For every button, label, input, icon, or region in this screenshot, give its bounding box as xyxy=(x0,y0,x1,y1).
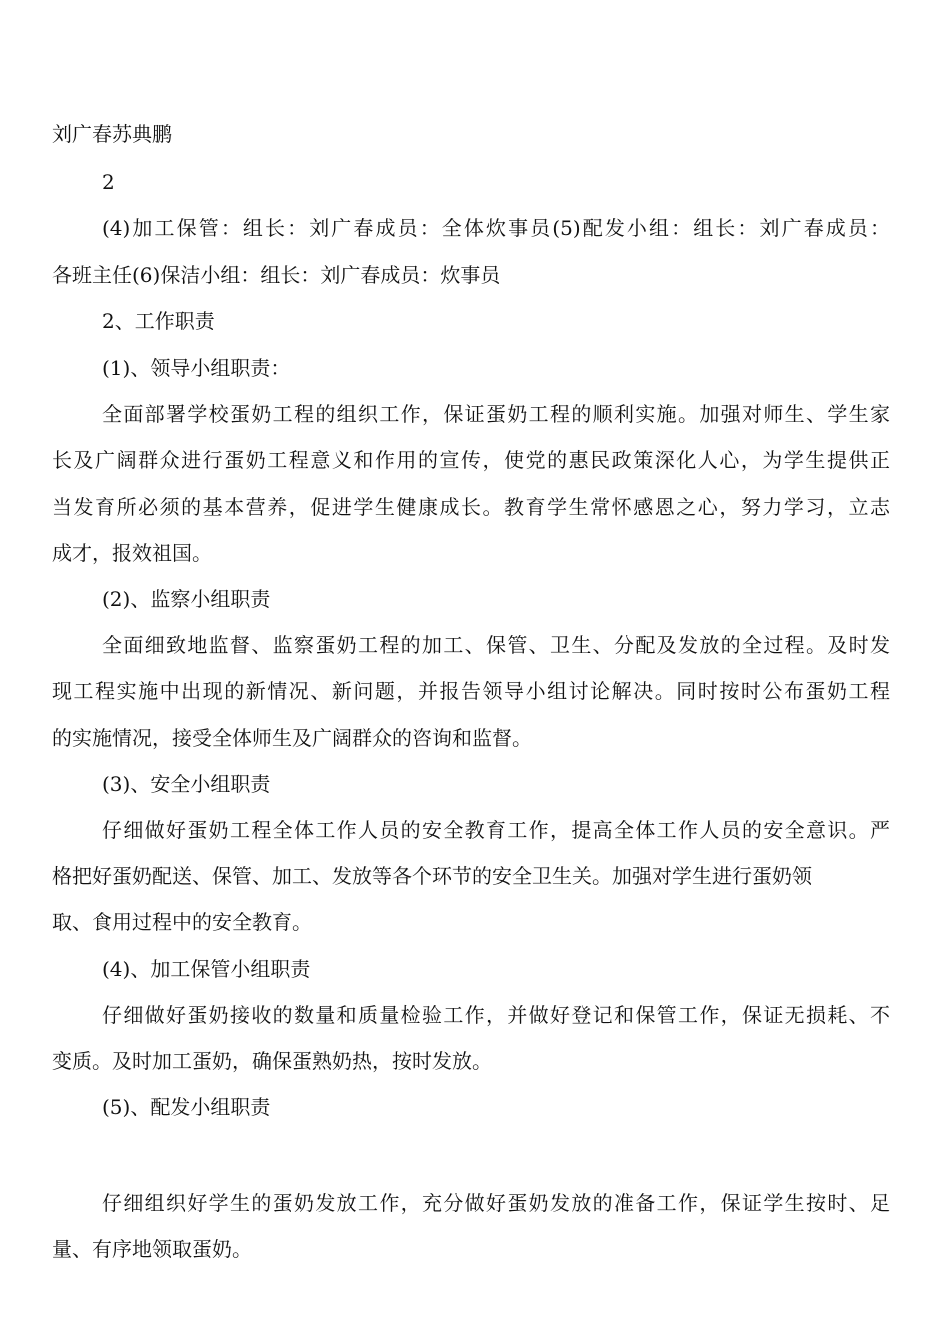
paragraph-line: 仔细组织好学生的蛋奶发放工作，充分做好蛋奶发放的准备工作，保证学生按时、足 xyxy=(102,1191,890,1215)
paragraph-line: 的实施情况，接受全体师生及广阔群众的咨询和监督。 xyxy=(52,726,532,750)
paragraph-line: 成才，报效祖国。 xyxy=(52,541,212,565)
member-names-line: 刘广春苏典鹏 xyxy=(52,122,172,146)
group-list-line: 各班主任(6)保洁小组：组长：刘广春成员：炊事员 xyxy=(52,263,501,287)
subsection-heading: (3)、安全小组职责 xyxy=(102,772,271,796)
paragraph-line: 全面部署学校蛋奶工程的组织工作，保证蛋奶工程的顺利实施。加强对师生、学生家 xyxy=(102,402,890,426)
paragraph-line: 仔细做好蛋奶接收的数量和质量检验工作，并做好登记和保管工作，保证无损耗、不 xyxy=(102,1003,890,1027)
paragraph-line: 量、有序地领取蛋奶。 xyxy=(52,1237,252,1261)
paragraph-line: 长及广阔群众进行蛋奶工程意义和作用的宣传，使党的惠民政策深化人心，为学生提供正 xyxy=(52,448,890,472)
subsection-heading: (5)、配发小组职责 xyxy=(102,1095,271,1119)
section-heading: 2、工作职责 xyxy=(102,309,215,333)
paragraph-line: 全面细致地监督、监察蛋奶工程的加工、保管、卫生、分配及发放的全过程。及时发 xyxy=(102,633,890,657)
paragraph-line: 取、食用过程中的安全教育。 xyxy=(52,910,312,934)
paragraph-line: 现工程实施中出现的新情况、新问题，并报告领导小组讨论解决。同时按时公布蛋奶工程 xyxy=(52,679,890,703)
paragraph-line: 当发育所必须的基本营养，促进学生健康成长。教育学生常怀感恩之心，努力学习，立志 xyxy=(52,495,890,519)
paragraph-line: 格把好蛋奶配送、保管、加工、发放等各个环节的安全卫生关。加强对学生进行蛋奶领 xyxy=(52,864,812,888)
paragraph-line: 变质。及时加工蛋奶，确保蛋熟奶热，按时发放。 xyxy=(52,1049,492,1073)
paragraph-line: 仔细做好蛋奶工程全体工作人员的安全教育工作，提高全体工作人员的安全意识。严 xyxy=(102,818,890,842)
subsection-heading: (1)、领导小组职责： xyxy=(102,356,291,380)
subsection-heading: (4)、加工保管小组职责 xyxy=(102,957,311,981)
subsection-heading: (2)、监察小组职责 xyxy=(102,587,271,611)
page-number: 2 xyxy=(102,170,115,194)
group-list-line: (4)加工保管：组长：刘广春成员：全体炊事员(5)配发小组：组长：刘广春成员： xyxy=(102,216,890,240)
